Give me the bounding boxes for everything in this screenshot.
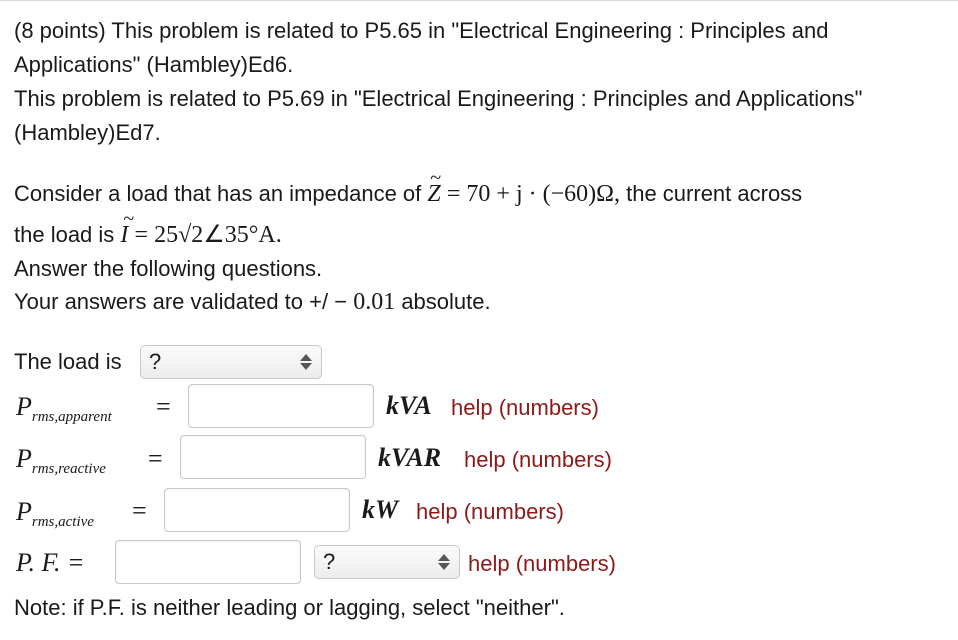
problem-line-4: (Hambley)Ed7.	[14, 120, 161, 145]
problem-line-2: Applications" (Hambley)Ed6.	[14, 52, 294, 77]
updown-arrows-icon	[299, 354, 313, 370]
reactive-var: P	[16, 444, 32, 473]
consider-suffix: the current across	[626, 181, 803, 206]
reactive-power-label	[16, 444, 106, 478]
active-equals: =	[132, 496, 147, 525]
power-factor-help-link[interactable]: help (numbers)	[468, 551, 616, 576]
leading-lagging-select[interactable]	[314, 545, 460, 579]
updown-arrows-icon	[437, 554, 451, 570]
active-power-label	[16, 497, 94, 531]
current-statement	[14, 220, 282, 249]
apparent-sub: rms,apparent	[31, 409, 112, 425]
active-help-link[interactable]: help (numbers)	[416, 499, 564, 524]
validation-value: 0.01	[353, 289, 396, 315]
impedance-statement	[14, 181, 802, 208]
problem-line-1: (8 points) This problem is related to P5.65 in "Electrical Engineering : Principles and	[14, 18, 829, 43]
apparent-var: P	[16, 392, 32, 421]
apparent-power-label	[16, 392, 112, 426]
top-divider	[0, 0, 958, 1]
apparent-power-input[interactable]	[188, 384, 374, 428]
pf-select-value: ?	[323, 549, 336, 574]
apparent-help-link[interactable]: help (numbers)	[451, 395, 599, 420]
impedance-expression: = 70 + j · (−60)Ω,	[446, 181, 620, 207]
problem-line-3: This problem is related to P5.69 in "Electrical Engineering : Principles and Applications"	[14, 86, 863, 111]
load-type-select[interactable]	[140, 345, 322, 379]
reactive-unit: kVAR	[378, 443, 442, 472]
reactive-power-input[interactable]	[180, 435, 366, 479]
reactive-help-link[interactable]: help (numbers)	[464, 447, 612, 472]
apparent-unit: kVA	[386, 391, 432, 420]
current-expression: = 25√2∠35°A.	[134, 222, 282, 248]
power-factor-input[interactable]	[115, 540, 301, 584]
validation-prefix: Your answers are validated to +/ −	[14, 289, 348, 314]
current-symbol: ~ I	[120, 222, 128, 249]
impedance-symbol: ~ Z	[427, 181, 440, 208]
load-select-value: ?	[149, 349, 162, 374]
active-var: P	[16, 497, 32, 526]
active-power-input[interactable]	[164, 488, 350, 532]
active-sub: rms,active	[31, 514, 94, 530]
load-select-label: The load is	[14, 349, 122, 374]
validation-suffix: absolute.	[401, 289, 491, 314]
neither-note: Note: if P.F. is neither leading or lagging, select "neither".	[14, 595, 565, 620]
answer-instruction: Answer the following questions.	[14, 256, 323, 281]
consider-prefix: Consider a load that has an impedance of	[14, 181, 422, 206]
apparent-equals: =	[156, 392, 171, 421]
reactive-equals: =	[148, 444, 163, 473]
validation-note	[14, 289, 491, 316]
reactive-sub: rms,reactive	[31, 461, 106, 477]
active-unit: kW	[362, 495, 399, 524]
load-prefix: the load is	[14, 222, 115, 247]
power-factor-label: P. F. =	[16, 548, 85, 577]
